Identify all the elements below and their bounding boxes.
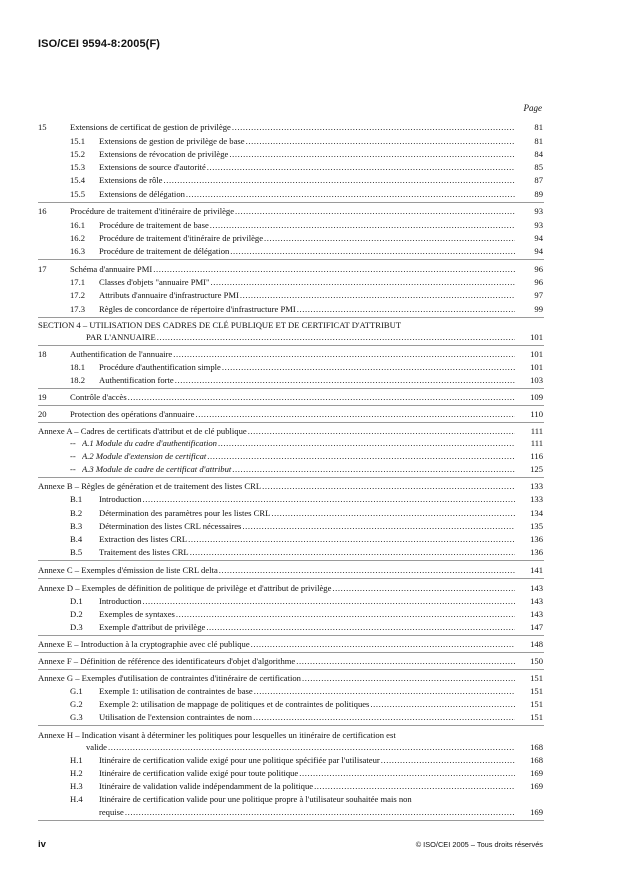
dot-leader [232, 121, 515, 133]
toc-entry-page: 141 [530, 565, 543, 575]
toc-entry-page: 135 [530, 521, 543, 531]
dot-leader [314, 780, 515, 792]
dot-leader [413, 793, 544, 805]
dot-leader [210, 276, 515, 288]
toc-entry-page: 151 [530, 686, 543, 696]
toc-entry-title: Introduction [99, 494, 142, 504]
page-number: iv [38, 839, 46, 850]
toc-entry[interactable] [0, 289, 619, 301]
toc-entry-number: 16.2 [70, 233, 86, 243]
toc-entry-page: 101 [530, 332, 543, 342]
toc-entry[interactable] [0, 711, 619, 723]
dot-leader [402, 319, 544, 331]
toc-entry-page: 143 [530, 609, 543, 619]
toc-entry-page: 133 [530, 481, 543, 491]
toc-entry[interactable] [0, 672, 619, 684]
toc-entry-page: 81 [534, 122, 543, 132]
dot-leader [302, 672, 515, 684]
toc-entry-title: PAR L'ANNUAIRE [86, 332, 156, 342]
section-divider [38, 259, 544, 260]
toc-entry-title: Annexe G – Exemples d'utilisation de contraintes d'itinéraire de certification [38, 673, 301, 683]
dot-leader [157, 331, 515, 343]
section-divider [38, 345, 544, 346]
toc-entry[interactable] [0, 331, 619, 343]
toc-entry-page: 151 [530, 712, 543, 722]
toc-entry-title: Exemples de syntaxes [99, 609, 175, 619]
toc-entry-number: G.1 [70, 686, 83, 696]
toc-entry[interactable] [0, 319, 619, 331]
dot-leader [207, 450, 515, 462]
toc-entry-title: requise [99, 807, 124, 817]
toc-entry-number: G.2 [70, 699, 83, 709]
toc-entry[interactable] [0, 450, 619, 462]
dot-leader [186, 188, 515, 200]
dot-leader [153, 263, 515, 275]
toc-entry-title: Authentification de l'annuaire [70, 349, 173, 359]
page-column-label: Page [523, 103, 542, 113]
dot-leader [254, 685, 515, 697]
toc-entry-title: Extensions de délégation [99, 189, 185, 199]
toc-entry[interactable] [0, 391, 619, 403]
toc-entry[interactable] [0, 729, 619, 741]
toc-entry-number: 15.4 [70, 175, 86, 185]
toc-entry-page: 81 [534, 136, 543, 146]
dot-leader [173, 348, 515, 360]
dot-leader [218, 437, 515, 449]
dot-leader [248, 425, 515, 437]
dot-leader [210, 219, 515, 231]
toc-entry[interactable] [0, 245, 619, 257]
toc-entry-title: Procédure d'authentification simple [99, 362, 221, 372]
toc-entry-title: Classes d'objets "annuaire PMI" [99, 277, 210, 287]
toc-entry-page: 151 [530, 699, 543, 709]
toc-entry-page: 101 [530, 362, 543, 372]
toc-entry-title: Itinéraire de certification valide pour une politique propre à l'utilisateur souhaitée mais non [99, 794, 412, 804]
dot-leader [299, 767, 515, 779]
toc-entry-page: 169 [530, 781, 543, 791]
toc-entry-title: Règles de concordance de répertoire d'infrastructure PMI [99, 304, 296, 314]
toc-entry-page: 110 [530, 409, 543, 419]
toc-entry-title: A.1 Module du cadre d'authentification [82, 438, 217, 448]
toc-entry-page: 169 [530, 768, 543, 778]
dot-leader [251, 638, 515, 650]
toc-entry-number: B.4 [70, 534, 83, 544]
toc-entry-number: -- [70, 438, 76, 448]
toc-entry[interactable] [0, 493, 619, 505]
toc-entry-page: 89 [534, 189, 543, 199]
copyright-notice: © ISO/CEI 2005 – Tous droits réservés [415, 840, 543, 849]
toc-entry-number: H.4 [70, 794, 83, 804]
toc-entry[interactable] [0, 276, 619, 288]
dot-leader [229, 148, 515, 160]
toc-entry-number: 17.1 [70, 277, 86, 287]
toc-entry-number: D.1 [70, 596, 83, 606]
toc-entry-title: Extensions de rôle [99, 175, 163, 185]
document-id-header: ISO/CEI 9594-8:2005(F) [38, 38, 161, 50]
toc-entry-page: 168 [530, 755, 543, 765]
toc-entry-number: 16.1 [70, 220, 86, 230]
toc-entry[interactable] [0, 806, 619, 818]
toc-entry[interactable] [0, 425, 619, 437]
dot-leader [296, 655, 515, 667]
toc-entry[interactable] [0, 148, 619, 160]
dot-leader [253, 711, 515, 723]
toc-entry[interactable] [0, 219, 619, 231]
toc-entry-title: Annexe E – Introduction à la cryptographie avec clé publique [38, 639, 250, 649]
toc-entry-number: 19 [38, 392, 47, 402]
toc-entry[interactable] [0, 793, 619, 805]
toc-entry[interactable] [0, 621, 619, 633]
toc-entry-page: 84 [534, 149, 543, 159]
toc-entry-title: Schéma d'annuaire PMI [70, 264, 153, 274]
toc-entry-title: Annexe H – Indication visant à déterminer les politiques pour lesquelles un itinéraire de certification est [38, 730, 396, 740]
toc-entry-page: 101 [530, 349, 543, 359]
toc-entry-page: 85 [534, 162, 543, 172]
toc-entry[interactable] [0, 780, 619, 792]
section-divider [38, 405, 544, 406]
toc-entry[interactable] [0, 348, 619, 360]
toc-entry-number: H.3 [70, 781, 83, 791]
toc-entry-page: 148 [530, 639, 543, 649]
toc-entry-number: 18.1 [70, 362, 86, 372]
toc-entry-page: 168 [530, 742, 543, 752]
toc-entry-title: valide [86, 742, 107, 752]
section-divider [38, 388, 544, 389]
section-divider [38, 317, 544, 318]
dot-leader [332, 582, 515, 594]
toc-entry-page: 151 [530, 673, 543, 683]
toc-entry[interactable] [0, 480, 619, 492]
dot-leader [246, 135, 515, 147]
dot-leader [297, 303, 515, 315]
toc-entry-page: 93 [534, 220, 543, 230]
toc-entry-title: Exemple d'attribut de privilège [99, 622, 206, 632]
dot-leader [125, 806, 515, 818]
section-divider [38, 578, 544, 579]
toc-entry-title: Attributs d'annuaire d'infrastructure PMI [99, 290, 239, 300]
dot-leader [232, 463, 515, 475]
toc-entry-number: 15.3 [70, 162, 86, 172]
dot-leader [142, 493, 515, 505]
toc-entry-page: 109 [530, 392, 543, 402]
toc-entry[interactable] [0, 121, 619, 133]
toc-entry[interactable] [0, 361, 619, 373]
dot-leader [206, 621, 515, 633]
toc-entry-page: 133 [530, 494, 543, 504]
toc-entry-title: Extensions de gestion de privilège de base [99, 136, 245, 146]
toc-entry-title: Itinéraire de certification valide exigé pour toute politique [99, 768, 299, 778]
dot-leader [240, 289, 515, 301]
toc-entry-title: Extensions de source d'autorité [99, 162, 206, 172]
section-divider [38, 422, 544, 423]
dot-leader [128, 391, 515, 403]
section-divider [38, 669, 544, 670]
toc-entry-number: 16.3 [70, 246, 86, 256]
toc-entry-page: 97 [534, 290, 543, 300]
toc-entry[interactable] [0, 655, 619, 667]
toc-entry-number: H.1 [70, 755, 83, 765]
dot-leader [235, 205, 515, 217]
toc-entry[interactable] [0, 463, 619, 475]
toc-entry[interactable] [0, 564, 619, 576]
toc-entry[interactable] [0, 232, 619, 244]
toc-entry-number: H.2 [70, 768, 83, 778]
toc-entry[interactable] [0, 205, 619, 217]
toc-entry-number: 15.5 [70, 189, 86, 199]
toc-entry-title: Extensions de certificat de gestion de privilège [70, 122, 231, 132]
dot-leader [207, 161, 515, 173]
toc-entry[interactable] [0, 685, 619, 697]
toc-entry-number: 15.1 [70, 136, 86, 146]
dot-leader [370, 698, 515, 710]
toc-entry-number: -- [70, 451, 76, 461]
toc-entry-title: Itinéraire de validation valide indépendamment de la politique [99, 781, 314, 791]
toc-entry-number: 17.2 [70, 290, 86, 300]
toc-entry-title: Authentification forte [99, 375, 174, 385]
toc-entry-title: SECTION 4 – UTILISATION DES CADRES DE CLÉ PUBLIQUE ET DE CERTIFICAT D'ATTRIBUT [38, 320, 402, 330]
toc-entry-title: Annexe C – Exemples d'émission de liste CRL delta [38, 565, 218, 575]
toc-entry[interactable] [0, 263, 619, 275]
toc-entry-title: Utilisation de l'extension contraintes de nom [99, 712, 253, 722]
toc-entry-number: 16 [38, 206, 47, 216]
toc-entry-title: Extensions de révocation de privilège [99, 149, 229, 159]
dot-leader [188, 533, 515, 545]
section-divider [38, 477, 544, 478]
toc-entry-page: 143 [530, 583, 543, 593]
toc-entry[interactable] [0, 608, 619, 620]
toc-entry[interactable] [0, 595, 619, 607]
toc-entry[interactable] [0, 546, 619, 558]
toc-entry-page: 111 [530, 426, 543, 436]
section-divider [38, 560, 544, 561]
toc-entry-title: Introduction [99, 596, 142, 606]
dot-leader [271, 507, 515, 519]
toc-entry-title: Procédure de traitement de délégation [99, 246, 230, 256]
toc-entry[interactable] [0, 582, 619, 594]
toc-entry-page: 94 [534, 246, 543, 256]
toc-entry[interactable] [0, 533, 619, 545]
toc-entry[interactable] [0, 188, 619, 200]
toc-entry-page: 93 [534, 206, 543, 216]
toc-entry-title: Procédure de traitement d'itinéraire de privilège [70, 206, 235, 216]
toc-entry-title: Détermination des listes CRL nécessaires [99, 521, 242, 531]
toc-entry-number: -- [70, 464, 76, 474]
toc-entry-number: D.3 [70, 622, 83, 632]
toc-entry-title: Exemple 2: utilisation de mappage de politiques et de contraintes de politiques [99, 699, 370, 709]
dot-leader [219, 564, 515, 576]
toc-entry-page: 169 [530, 807, 543, 817]
toc-entry[interactable] [0, 507, 619, 519]
toc-entry-page: 111 [530, 438, 543, 448]
toc-entry-number: 15.2 [70, 149, 86, 159]
dot-leader [242, 520, 515, 532]
toc-entry-page: 136 [530, 534, 543, 544]
toc-entry-page: 136 [530, 547, 543, 557]
toc-entry-page: 125 [530, 464, 543, 474]
dot-leader [195, 408, 515, 420]
toc-entry-title: A.3 Module de cadre de certificat d'attribut [82, 464, 232, 474]
toc-entry-title: Protection des opérations d'annuaire [70, 409, 195, 419]
toc-entry-title: Contrôle d'accès [70, 392, 127, 402]
toc-entry-page: 143 [530, 596, 543, 606]
dot-leader [262, 480, 515, 492]
toc-entry[interactable] [0, 698, 619, 710]
toc-entry[interactable] [0, 520, 619, 532]
toc-entry-page: 99 [534, 304, 543, 314]
toc-entry-number: 15 [38, 122, 47, 132]
toc-entry-title: Exemple 1: utilisation de contraintes de base [99, 686, 253, 696]
toc-entry-title: Itinéraire de certification valide exigé pour une politique spécifiée par l'utilisateur [99, 755, 380, 765]
dot-leader [142, 595, 515, 607]
toc-entry-page: 134 [530, 508, 543, 518]
toc-entry-title: Détermination des paramètres pour les listes CRL [99, 508, 271, 518]
toc-entry-page: 87 [534, 175, 543, 185]
toc-entry-title: Annexe B – Règles de génération et de traitement des listes CRL [38, 481, 262, 491]
dot-leader [230, 245, 515, 257]
dot-leader [397, 729, 544, 741]
toc-entry-number: 17 [38, 264, 47, 274]
dot-leader [190, 546, 515, 558]
dot-leader [176, 608, 515, 620]
toc-entry-page: 150 [530, 656, 543, 666]
toc-entry-page: 147 [530, 622, 543, 632]
toc-entry[interactable] [0, 754, 619, 766]
toc-entry-number: 17.3 [70, 304, 86, 314]
section-divider [38, 202, 544, 203]
toc-entry[interactable] [0, 161, 619, 173]
toc-entry[interactable] [0, 374, 619, 386]
dot-leader [222, 361, 515, 373]
section-divider [38, 820, 544, 821]
toc-entry[interactable] [0, 437, 619, 449]
dot-leader [108, 741, 515, 753]
toc-entry-number: B.3 [70, 521, 83, 531]
toc-entry-number: 20 [38, 409, 47, 419]
toc-entry-title: A.2 Module d'extension de certificat [82, 451, 207, 461]
dot-leader [175, 374, 515, 386]
toc-entry[interactable] [0, 135, 619, 147]
toc-entry[interactable] [0, 303, 619, 315]
toc-entry-number: G.3 [70, 712, 83, 722]
toc-entry-number: 18.2 [70, 375, 86, 385]
toc-entry-page: 94 [534, 233, 543, 243]
toc-entry-number: 18 [38, 349, 47, 359]
dot-leader [163, 174, 515, 186]
toc-entry-number: B.2 [70, 508, 83, 518]
toc-entry-title: Extraction des listes CRL [99, 534, 188, 544]
toc-entry-title: Procédure de traitement d'itinéraire de privilège [99, 233, 264, 243]
toc-entry-number: D.2 [70, 609, 83, 619]
toc-entry-page: 96 [534, 264, 543, 274]
toc-entry-title: Traitement des listes CRL [99, 547, 189, 557]
toc-entry[interactable] [0, 767, 619, 779]
toc-entry-title: Annexe F – Définition de référence des identificateurs d'objet d'algorithme [38, 656, 296, 666]
toc-entry-number: B.5 [70, 547, 83, 557]
toc-entry[interactable] [0, 741, 619, 753]
dot-leader [381, 754, 515, 766]
toc-entry-title: Procédure de traitement de base [99, 220, 209, 230]
toc-entry-number: B.1 [70, 494, 83, 504]
toc-entry-page: 116 [530, 451, 543, 461]
toc-entry-title: Annexe A – Cadres de certificats d'attribut et de clé publique [38, 426, 247, 436]
toc-entry[interactable] [0, 408, 619, 420]
section-divider [38, 652, 544, 653]
section-divider [38, 635, 544, 636]
section-divider [38, 725, 544, 726]
toc-entry[interactable] [0, 174, 619, 186]
toc-entry[interactable] [0, 638, 619, 650]
toc-entry-page: 103 [530, 375, 543, 385]
toc-entry-title: Annexe D – Exemples de définition de politique de privilège et d'attribut de privilège [38, 583, 332, 593]
toc-entry-page: 96 [534, 277, 543, 287]
dot-leader [264, 232, 515, 244]
